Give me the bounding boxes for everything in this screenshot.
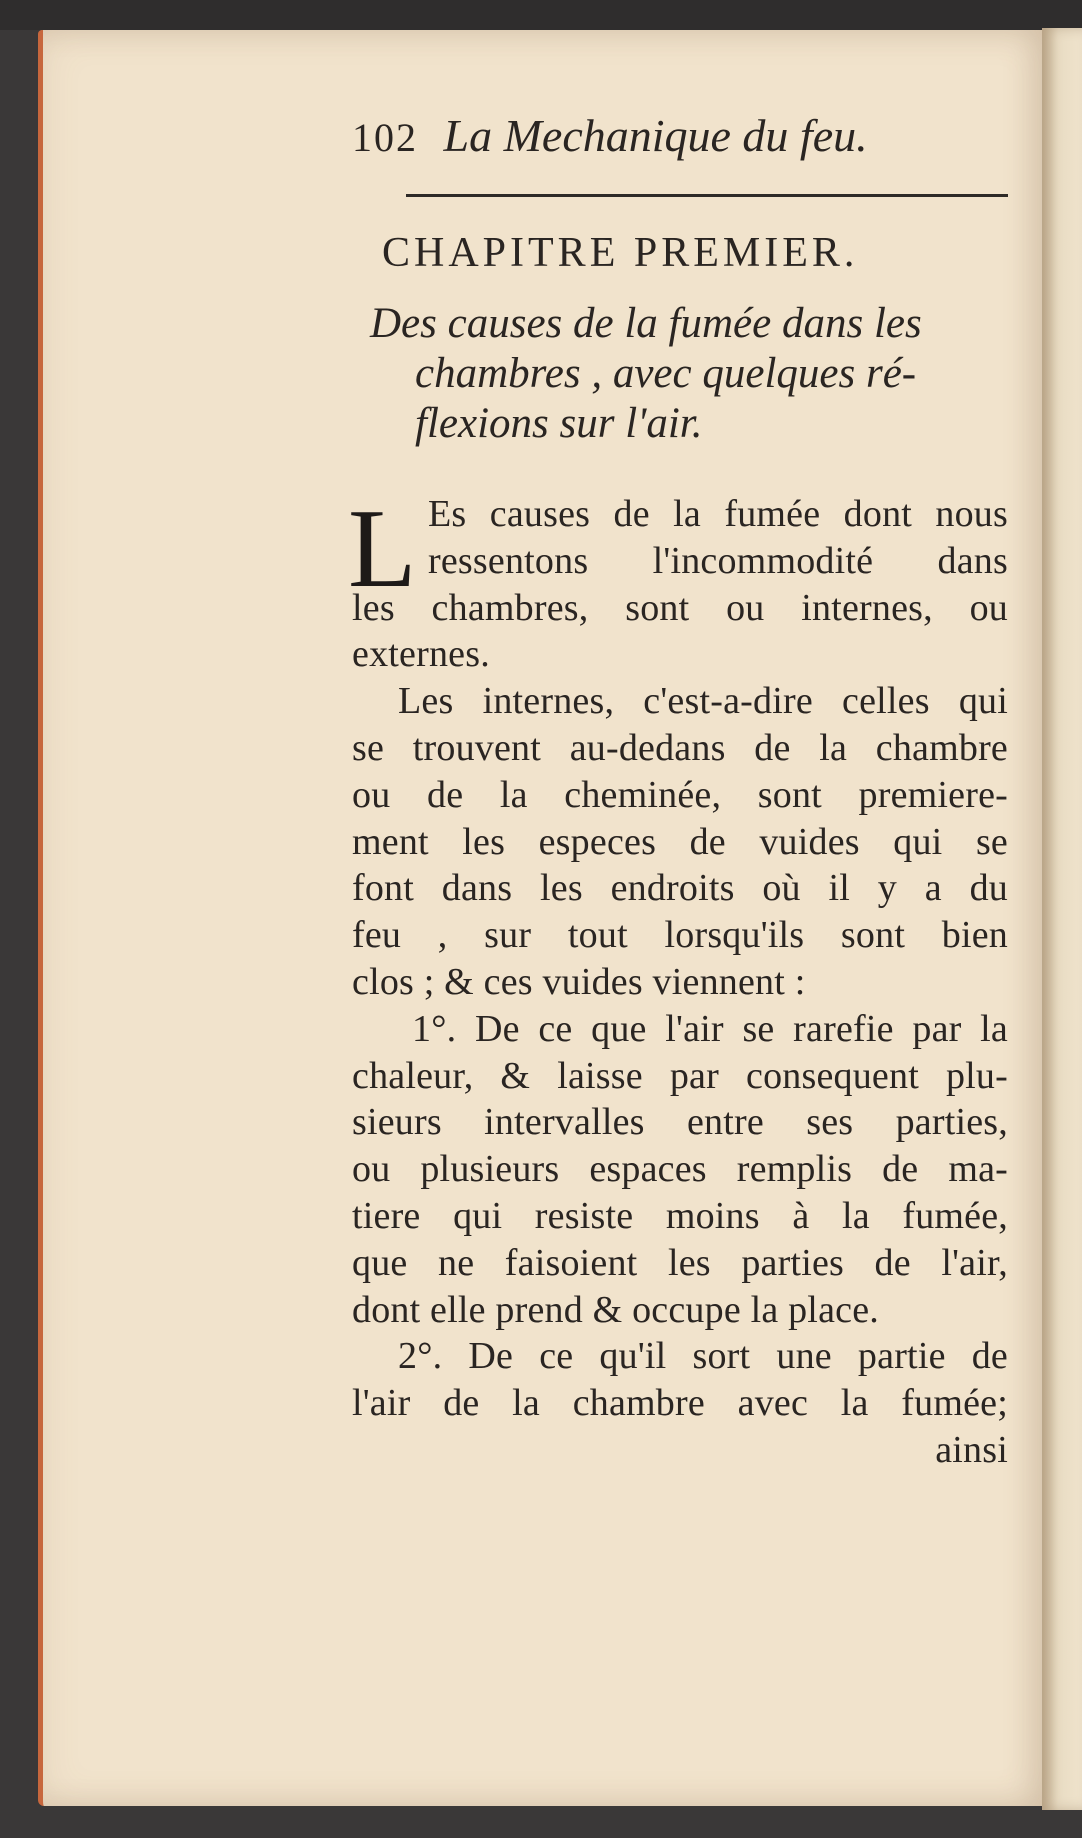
text-line: Es causes de la fumée dont nous <box>428 493 1008 535</box>
header-rule <box>406 194 1008 197</box>
text-line: dont elle prend & occupe la place. <box>352 1288 879 1331</box>
text-line: font dans les endroits où il y a du <box>352 867 1008 910</box>
page-number: 102 <box>352 115 418 160</box>
catchword: ainsi <box>935 1428 1008 1471</box>
scan-background-top <box>0 0 1082 30</box>
page-text-column <box>348 100 1012 1474</box>
text-line: clos ; & ces vuides viennent : <box>352 960 806 1003</box>
text-line: 1°. De ce que l'air se rarefie par la <box>412 1007 1008 1050</box>
text-line: feu , sur tout lorsqu'ils sont bien <box>352 914 1008 957</box>
text-line: que ne faisoient les parties de l'air, <box>352 1241 1008 1284</box>
text-line: chaleur, & laisse par consequent plu- <box>352 1054 1008 1097</box>
subtitle-line: Des causes de la fumée dans les <box>370 300 922 347</box>
running-head <box>352 100 1012 172</box>
text-line: 2°. De ce qu'il sort une partie de <box>398 1335 1008 1378</box>
text-line: ressentons l'incommodité dans <box>428 539 1008 582</box>
text-line: tiere qui resiste moins à la fumée, <box>352 1194 1008 1237</box>
subtitle-line: chambres , avec quelques ré- <box>415 350 917 397</box>
chapter-subtitle <box>370 299 1010 449</box>
text-line: l'air de la chambre avec la fumée; <box>352 1382 1008 1425</box>
text-line: les chambres, sont ou internes, ou <box>352 586 1008 629</box>
chapter-heading: CHAPITRE PREMIER. <box>382 230 859 276</box>
text-line: se trouvent au-dedans de la chambre <box>352 726 1008 769</box>
paragraph <box>348 487 1012 678</box>
running-title: La Mechanique du feu. <box>443 110 868 161</box>
subtitle-line: flexions sur l'air. <box>415 400 703 447</box>
text-line: sieurs intervalles entre ses parties, <box>352 1101 1008 1144</box>
text-line: externes. <box>352 633 490 676</box>
drop-cap: L <box>348 487 417 611</box>
body-text <box>348 487 1012 1474</box>
text-line: ment les especes de vuides qui se <box>352 820 1008 863</box>
text-line: ou plusieurs espaces remplis de ma- <box>352 1148 1008 1191</box>
facing-page-edge <box>1042 28 1082 1810</box>
text-line: ou de la cheminée, sont premiere- <box>352 773 1008 816</box>
text-line: Les internes, c'est-a-dire celles qui <box>398 680 1008 723</box>
